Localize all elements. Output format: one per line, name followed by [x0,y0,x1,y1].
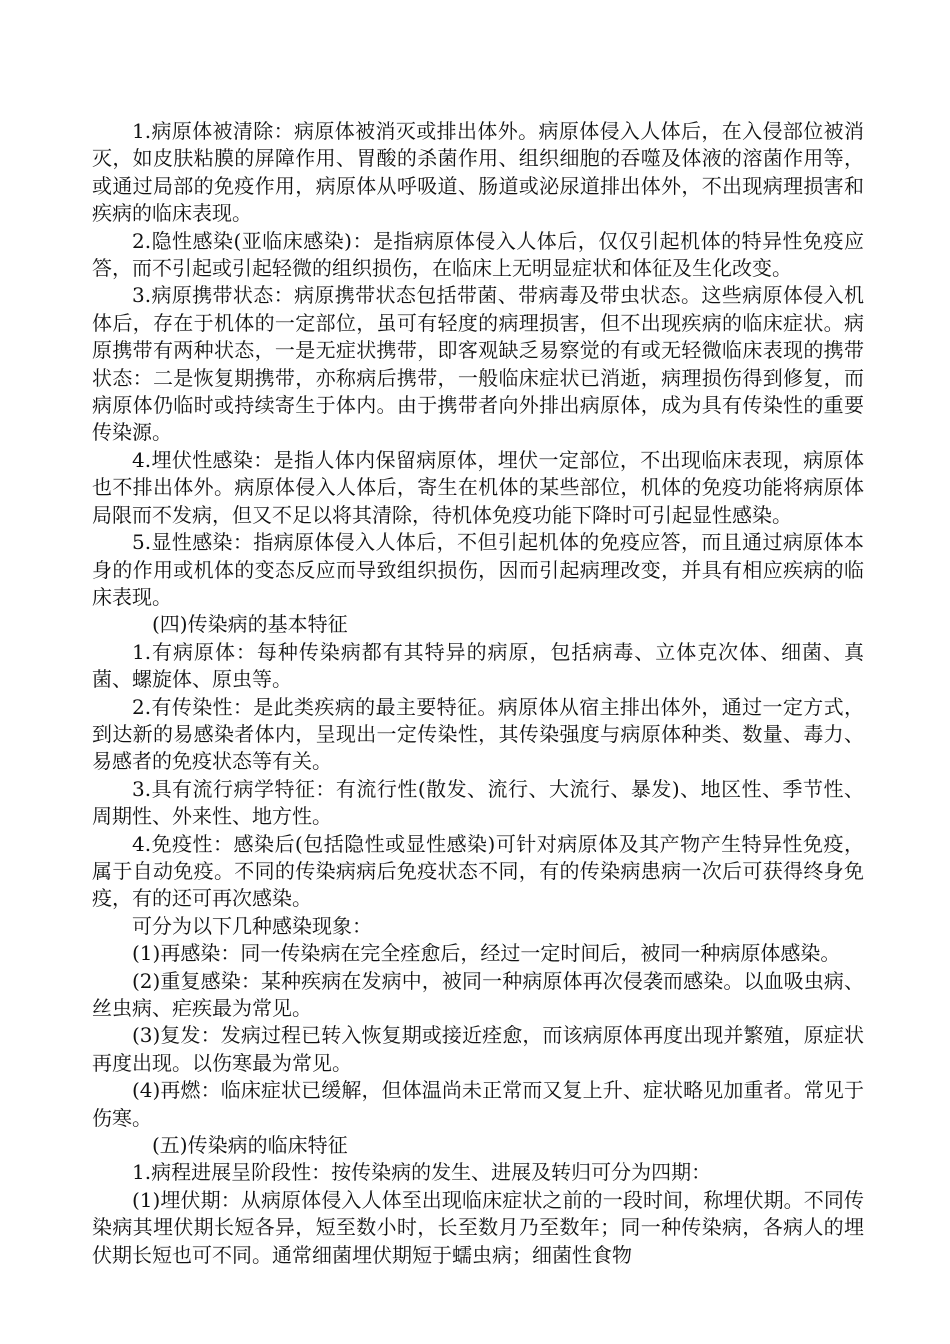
section-heading-basic-features: (四)传染病的基本特征 [152,612,348,637]
paragraph-relapse: (3)复发：发病过程已转入恢复期或接近痊愈，而该病原体再度出现并繁殖，原症状再度出现。以伤寒最为常见。 [92,1023,864,1075]
paragraph-disease-stages: 1.病程进展呈阶段性：按传染病的发生、进展及转归可分为四期： [132,1160,712,1185]
section-heading-clinical-features: (五)传染病的临床特征 [152,1133,348,1158]
paragraph-recrudescence: (4)再燃：临床症状已缓解，但体温尚未正常而又复上升、症状略见加重者。常见于伤寒。 [92,1078,864,1130]
paragraph-carrier-state: 3.病原携带状态：病原携带状态包括带菌、带病毒及带虫状态。这些病原体侵入机体后，存在于机体的一定部位，虽可有轻度的病理损害，但不出现疾病的临床症状。病原携带有两种状态，一是无症状携带，即客观缺乏易察觉的有或无轻微临床表现的携带状态：二是恢复期携带，亦称病后携带，一般临床症状已消逝，病理损伤得到修复，而病原体仍临时或持续寄生于体内。由于携带者向外排出病原体，成为具有传染性的重要传染源。 [92,283,864,445]
paragraph-immunity: 4.免疫性：感染后(包括隐性或显性感染)可针对病原体及其产物产生特异性免疫，属于自动免疫。不同的传染病病后免疫状态不同，有的传染病患病一次后可获得终身免疫，有的还可再次感染。 [92,831,864,911]
paragraph-reinfection: (1)再感染：同一传染病在完全痊愈后，经过一定时间后，被同一种病原体感染。 [132,941,841,966]
paragraph-infection-phenomena-intro: 可分为以下几种感染现象： [132,913,372,938]
paragraph-overt-infection: 5.显性感染：指病原体侵入人体后，不但引起机体的免疫应答，而且通过病原体本身的作用或机体的变态反应而导致组织损伤，因而引起病理改变，并具有相应疾病的临床表现。 [92,530,864,609]
paragraph-latent-infection: 2.隐性感染(亚临床感染)：是指病原体侵入人体后，仅仅引起机体的特异性免疫应答，而不引起或引起轻微的组织损伤，在临床上无明显症状和体征及生化改变。 [92,228,864,281]
paragraph-epidemiological-features: 3.具有流行病学特征：有流行性(散发、流行、大流行、暴发)、地区性、季节性、周期性、外来性、地方性。 [92,776,864,829]
paragraph-infectivity: 2.有传染性：是此类疾病的最主要特征。病原体从宿主排出体外，通过一定方式，到达新的易感染者体内，呈现出一定传染性，其传染强度与病原体种类、数量、毒力、易感者的免疫状态等有关。 [92,694,864,774]
paragraph-incubation-period: (1)埋伏期：从病原体侵入人体至出现临床症状之前的一段时间，称埋伏期。不同传染病其埋伏期长短各异，短至数小时，长至数月乃至数年；同一种传染病，各病人的埋伏期长短也可不同。通常细菌埋伏期短于蠕虫病；细菌性食物 [92,1187,864,1267]
paragraph-pathogen-cleared: 1.病原体被清除：病原体被消灭或排出体外。病原体侵入人体后，在入侵部位被消灭，如皮肤粘膜的屏障作用、胃酸的杀菌作用、组织细胞的吞噬及体液的溶菌作用等，或通过局部的免疫作用，病原体从呼吸道、肠道或泌尿道排出体外，不出现病理损害和疾病的临床表现。 [92,119,864,226]
paragraph-has-pathogen: 1.有病原体：每种传染病都有其特异的病原，包括病毒、立体克次体、细菌、真菌、螺旋体、原虫等。 [92,639,864,692]
paragraph-superinfection: (2)重复感染：某种疾病在发病中，被同一种病原体再次侵袭而感染。以血吸虫病、丝虫病、疟疾最为常见。 [92,968,864,1020]
paragraph-dormant-infection: 4.埋伏性感染：是指人体内保留病原体，埋伏一定部位，不出现临床表现，病原体也不排出体外。病原体侵入人体后，寄生在机体的某些部位，机体的免疫功能将病原体局限而不发病，但又不足以将其清除，待机体免疫功能下降时可引起显性感染。 [92,447,864,527]
document-page [92,118,864,1269]
